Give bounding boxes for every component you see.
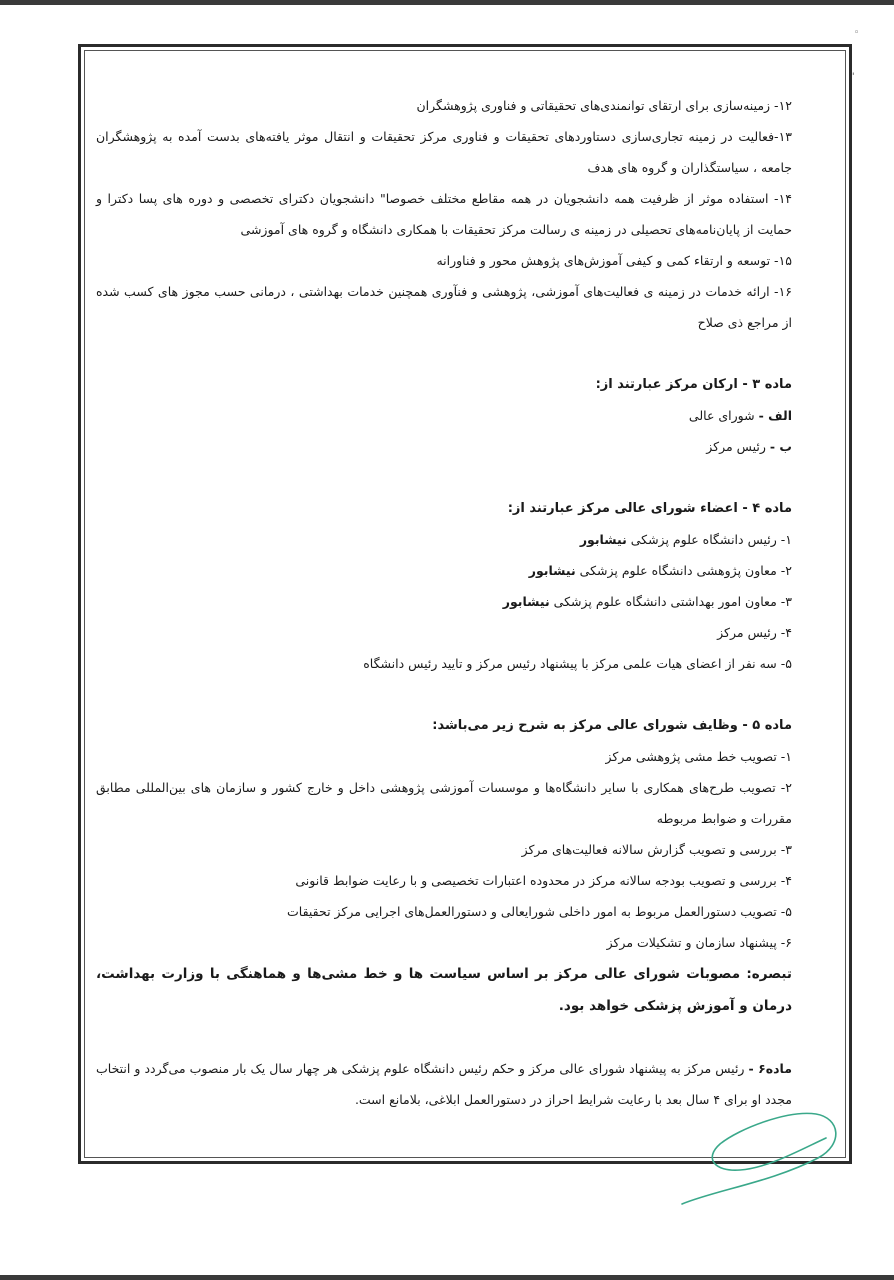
list-item: ۱۳-فعالیت در زمینه تجاری‌سازی دستاوردهای تحقیقات و فناوری مرکز تحقیقات و انتقال موثر یافته‌های بدست آمده به پژوهشگران جامعه ، سیاستگذاران و گروه های هدف <box>96 129 792 175</box>
list-item: ۳- بررسی و تصویب گزارش سالانه فعالیت‌های مرکز <box>521 842 792 857</box>
item-text: ۵- سه نفر از اعضای هیات علمی مرکز با پیشنهاد رئیس مرکز و تایید رئیس دانشگاه <box>363 656 792 671</box>
list-item: ۶- پیشنهاد سازمان و تشکیلات مرکز <box>606 935 792 950</box>
list-item <box>96 648 792 679</box>
list-item: ۴- بررسی و تصویب بودجه سالانه مرکز در محدوده اعتبارات تخصیصی و با رعایت ضوابط قانونی <box>295 873 792 888</box>
list-item: ۵- تصویب دستورالعمل مربوط به امور داخلی شورایعالی و دستورالعمل‌های اجرایی مرکز تحقیقات <box>287 904 792 919</box>
scan-edge-bottom <box>0 1275 894 1280</box>
city-name: نیشابور <box>502 594 550 609</box>
scan-edge-top <box>0 0 894 5</box>
list-item <box>96 524 792 555</box>
item-label: ب - <box>769 439 792 454</box>
city-name: نیشابور <box>528 563 576 578</box>
note-paragraph: تبصره: مصوبات شورای عالی مرکز بر اساس سیاست ها و خط مشی‌ها و هماهنگی با وزارت بهداشت، درمان و آموزش پزشکی خواهد بود. <box>96 966 792 1014</box>
list-item: ۲- تصویب طرح‌های همکاری با سایر دانشگاه‌ها و موسسات آموزشی پژوهشی داخل و خارج کشور و سازمان های بین‌المللی مطابق مقررات و ضوابط مربوطه <box>96 780 792 826</box>
item-text: شورای عالی <box>688 408 755 423</box>
list-item: ۱- تصویب خط مشی پژوهشی مرکز <box>605 749 792 764</box>
list-item: ۱۴- استفاده موثر از ظرفیت همه دانشجویان در همه مقاطع مختلف خصوصا" دانشجویان دکترای تخصصی و دوره های پسا دکترا و حمایت از پایان‌نامه‌های تحصیلی در زمینه ی رسالت مرکز تحقیقات با همکاری دانشگاه و گروه های آموزشی <box>96 191 792 237</box>
article4-heading: ماده ۴ - اعضاء شورای عالی مرکز عبارتند از: <box>507 501 792 516</box>
list-item <box>96 586 792 617</box>
list-item: ۱۶- ارائه خدمات در زمینه ی فعالیت‌های آموزشی، پژوهشی و فنآوری همچنین خدمات بهداشتی ، درمانی حسب مجوز های کسب شده از مراجع ذی صلاح <box>96 284 792 330</box>
list-item <box>96 400 792 431</box>
item-text: ۴- رئیس مرکز <box>717 625 792 640</box>
list-item: ۱۲- زمینه‌سازی برای ارتقای توانمندی‌های تحقیقاتی و فناوری پژوهشگران <box>416 98 792 113</box>
article6-label: ماده۶ - <box>748 1061 792 1076</box>
item-text: ۳- معاون امور بهداشتی دانشگاه علوم پزشکی <box>553 594 792 609</box>
list-item <box>96 431 792 462</box>
article3-heading: ماده ۳ - ارکان مرکز عبارتند از: <box>595 377 792 392</box>
document-body <box>96 90 792 1115</box>
list-item <box>96 617 792 648</box>
city-name: نیشابور <box>579 532 627 547</box>
item-text: ۱- رئیس دانشگاه علوم پزشکی <box>630 532 792 547</box>
margin-mark: ◦ <box>854 28 860 38</box>
list-item <box>96 555 792 586</box>
article5-heading: ماده ۵ - وظایف شورای عالی مرکز به شرح زیر می‌باشد: <box>432 718 792 733</box>
article6-text: رئیس مرکز به پیشنهاد شورای عالی مرکز و حکم رئیس دانشگاه علوم پزشکی هر چهار سال یک بار منصوب می‌گردد و انتخاب مجدد او برای ۴ سال بعد با رعایت شرایط احراز در دستورالعمل ابلاغی، بلامانع است. <box>96 1061 792 1107</box>
item-text: ۲- معاون پژوهشی دانشگاه علوم پزشکی <box>579 563 792 578</box>
margin-mark: ' <box>852 72 855 82</box>
item-label: الف - <box>758 408 792 423</box>
list-item: ۱۵- توسعه و ارتقاء کمی و کیفی آموزش‌های پژوهش محور و فناورانه <box>436 253 792 268</box>
item-text: رئیس مرکز <box>706 439 766 454</box>
signature <box>676 1098 846 1210</box>
